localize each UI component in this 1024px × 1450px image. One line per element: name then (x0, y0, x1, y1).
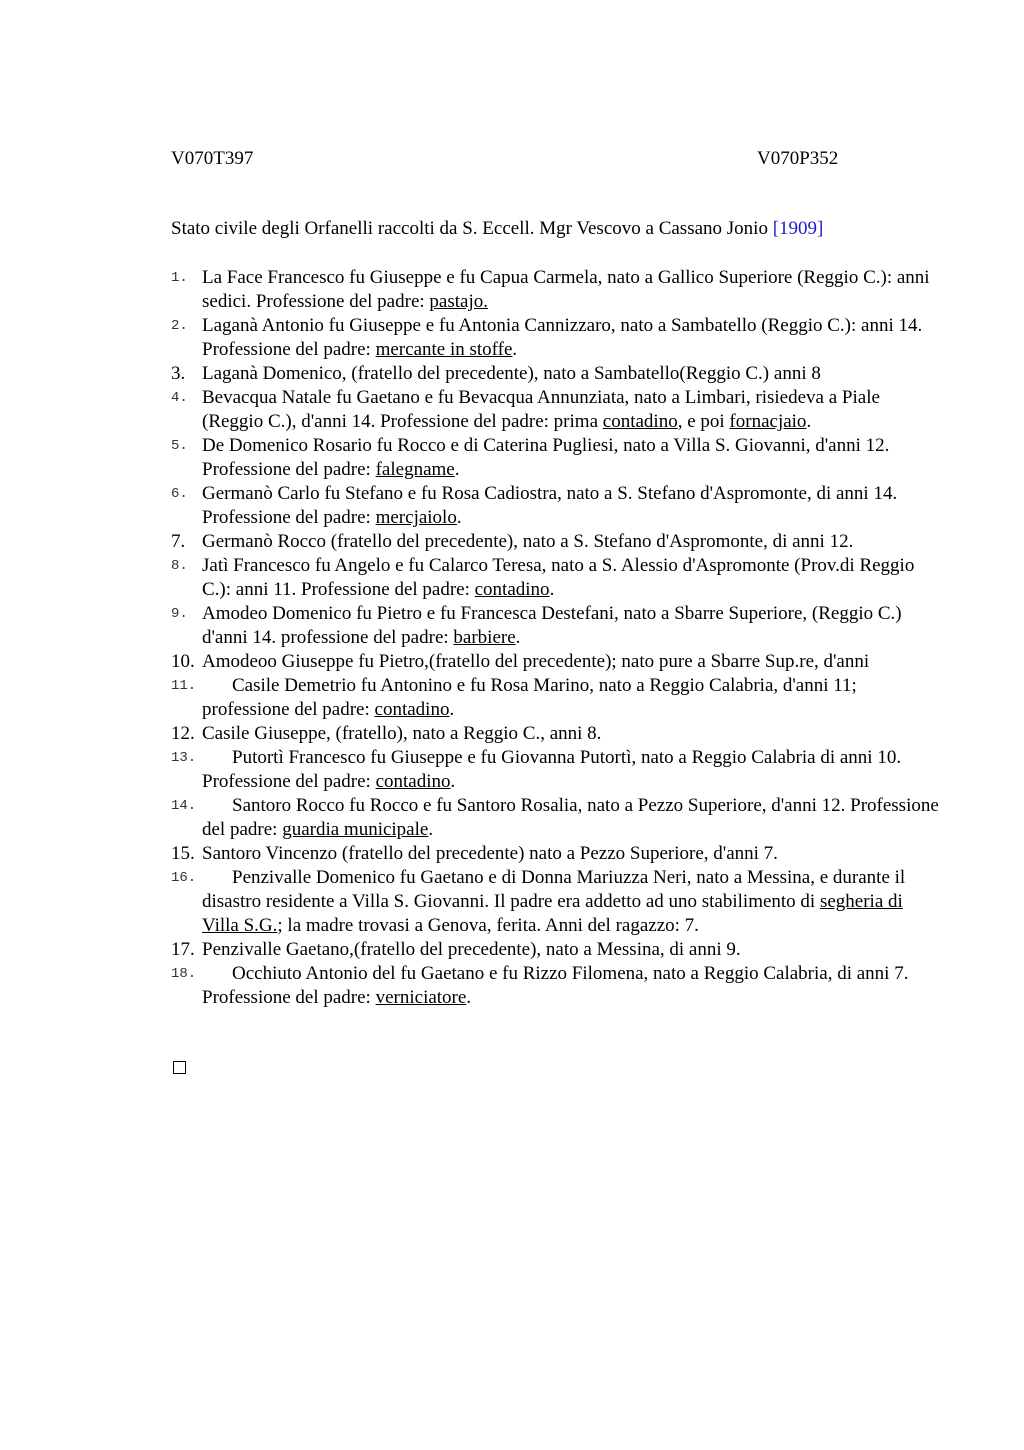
list-item: 7. Germanò Rocco (fratello del precedente), nato a S. Stefano d'Aspromonte, di anni 12. (171, 531, 854, 552)
list-item: 6. Germanò Carlo fu Stefano e fu Rosa Cadiostra, nato a S. Stefano d'Aspromonte, di anni 14. Professione del padre: mercjaiolo. (171, 483, 898, 528)
list-item: 11. Casile Demetrio fu Antonino e fu Rosa Marino, nato a Reggio Calabria, d'anni 11; professione del padre: contadino. (171, 675, 857, 720)
orphan-list (171, 266, 941, 1010)
item-number: 18. (171, 966, 197, 982)
list-item: 1. La Face Francesco fu Giuseppe e fu Capua Carmela, nato a Gallico Superiore (Reggio C.): anni sedici. Professione del padre: pastajo. (171, 267, 930, 312)
list-item: 15. Santoro Vincenzo (fratello del precedente) nato a Pezzo Superiore, d'anni 7. (171, 843, 778, 864)
item-number: 16. (171, 870, 197, 886)
item-number: 3. (171, 363, 186, 384)
list-item: 2. Laganà Antonio fu Giuseppe e fu Antonia Cannizzaro, nato a Sambatello (Reggio C.): anni 14. Professione del padre: mercante in stoffe. (171, 315, 923, 360)
header-left-code: V070T397 (171, 148, 254, 169)
empty-box-symbol (173, 1061, 186, 1074)
item-number: 13. (171, 750, 197, 766)
list-item: 12. Casile Giuseppe, (fratello), nato a Reggio C., anni 8. (171, 723, 602, 744)
item-number: 9. (171, 606, 188, 622)
header-right-code: V070P352 (757, 148, 839, 169)
profession: falegname (375, 459, 455, 480)
profession: contadino (374, 699, 450, 720)
item-number: 4. (171, 390, 188, 406)
item-number: 12. (171, 723, 195, 744)
title-text: Stato civile degli Orfanelli raccolti da S. Eccell. Mgr Vescovo a Cassano Jonio (171, 218, 768, 239)
profession: contadino (602, 411, 678, 432)
list-item: 13. Putortì Francesco fu Giuseppe e fu Giovanna Putortì, nato a Reggio Calabria di anni 10. Professione del padre: contadino. (171, 747, 902, 792)
item-number: 5. (171, 438, 188, 454)
profession: guardia municipale (282, 819, 429, 840)
list-item: 9. Amodeo Domenico fu Pietro e fu Francesca Destefani, nato a Sbarre Superiore, (Reggio C.) d'anni 14. professione del padre: barbiere. (171, 603, 902, 648)
list-item: 10. Amodeoo Giuseppe fu Pietro,(fratello del precedente); nato pure a Sbarre Sup.re, d'anni (171, 651, 870, 672)
profession: mercjaiolo (375, 507, 457, 528)
item-number: 15. (171, 843, 195, 864)
list-item: 5. De Domenico Rosario fu Rocco e di Caterina Pugliesi, nato a Villa S. Giovanni, d'anni 12. Professione del padre: falegname. (171, 435, 890, 480)
profession: pastajo. (429, 291, 488, 312)
item-number: 2. (171, 318, 188, 334)
title-date: [1909] (772, 218, 824, 239)
profession: verniciatore (375, 987, 467, 1008)
list-item: 4. Bevacqua Natale fu Gaetano e fu Bevacqua Annunziata, nato a Limbari, risiedeva a Piale (Reggio C.), d'anni 14. Professione del padre: prima contadino, e poi fornacjaio. (171, 387, 880, 432)
document-title (171, 217, 823, 241)
item-number: 7. (171, 531, 186, 552)
list-item: 18. Occhiuto Antonio del fu Gaetano e fu Rizzo Filomena, nato a Reggio Calabria, di anni 7. Professione del padre: verniciatore. (171, 963, 909, 1008)
profession: fornacjaio (729, 411, 807, 432)
item-number: 8. (171, 558, 188, 574)
item-number: 10. (171, 651, 195, 672)
item-number: 14. (171, 798, 197, 814)
list-item: 17. Penzivalle Gaetano,(fratello del precedente), nato a Messina, di anni 9. (171, 939, 741, 960)
profession: barbiere (453, 627, 516, 648)
list-item: 8. Jatì Francesco fu Angelo e fu Calarco Teresa, nato a S. Alessio d'Aspromonte (Prov.di Reggio C.): anni 11. Professione del padre: contadino. (171, 555, 915, 600)
item-number: 1. (171, 270, 188, 286)
profession: segheria di Villa S.G. (202, 891, 903, 936)
item-number: 11. (171, 678, 197, 694)
profession: contadino (375, 771, 451, 792)
item-number: 6. (171, 486, 188, 502)
list-item: 16. Penzivalle Domenico fu Gaetano e di Donna Mariuzza Neri, nato a Messina, e durante il disastro residente a Villa S. Giovanni. Il padre era addetto ad uno stabilimento di segheria di Villa S.G.; la madre trovasi a Genova, ferita. Anni del ragazzo: 7. (171, 867, 906, 936)
list-item: 14. Santoro Rocco fu Rocco e fu Santoro Rosalia, nato a Pezzo Superiore, d'anni 12. Professione del padre: guardia municipale. (171, 795, 939, 840)
list-item: 3. Laganà Domenico, (fratello del precedente), nato a Sambatello(Reggio C.) anni 8 (171, 363, 821, 384)
item-number: 17. (171, 939, 195, 960)
profession: mercante in stoffe (375, 339, 513, 360)
profession: contadino (474, 579, 550, 600)
